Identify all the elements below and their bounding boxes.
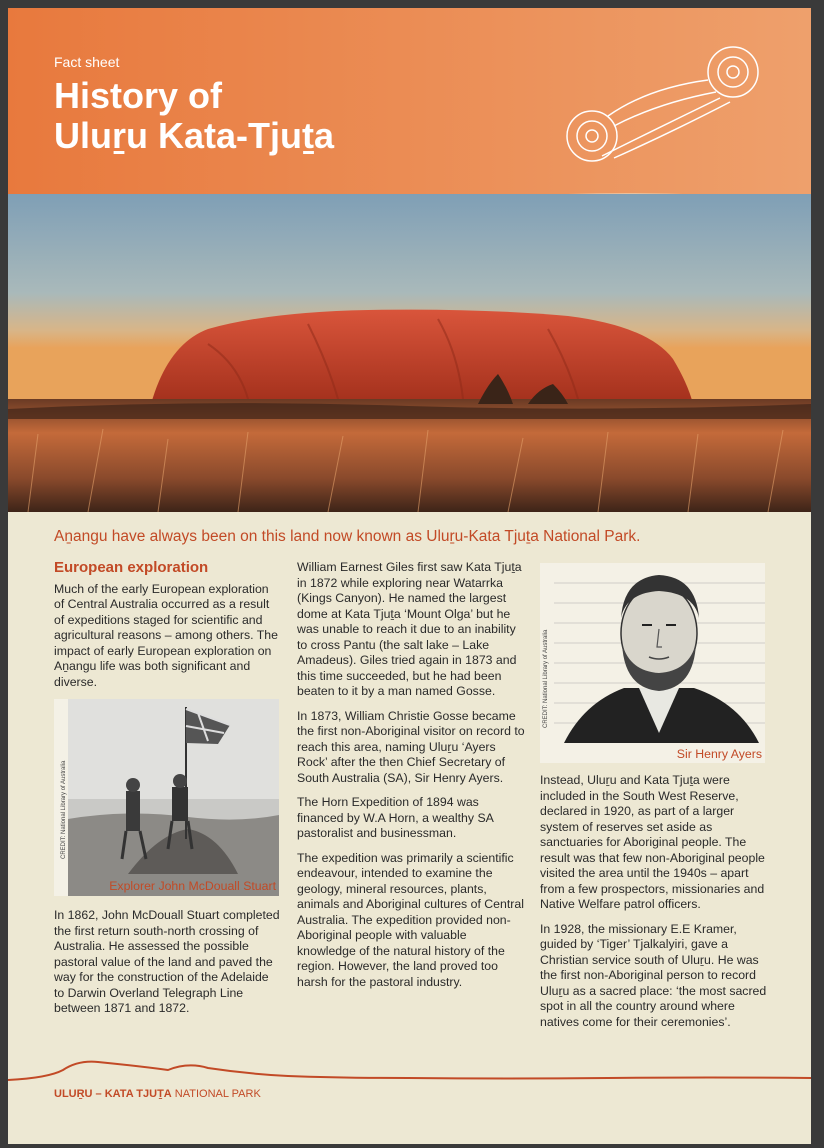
paragraph: William Earnest Giles first saw Kata Tjuṯa in 1872 while exploring near Watarrka (Kings Canyon). He named the largest dome at Kata Tjuṯa ‘Mount Olga’ but he was unable to reach it due to an inability to cross Pantu (the salt lake – Lake Amadeus). Giles tried again in 1873 and this time succeeded, but he had been beaten to it by a man named Gosse. [297,560,522,698]
paragraph: The expedition was primarily a scientific endeavour, intended to examine the geology, mineral resources, plants, animals and Aboriginal cultures of Central Australia. The expedition provided non-Aboriginal people with valuable knowledge of the natural history of the region. However, the land proved too harsh for the pastoral industry. [297,850,524,989]
fact-sheet-page [8,8,811,1144]
header-kicker: Fact sheet [54,54,120,70]
stuart-photo-figure [54,699,279,896]
ayers-portrait-figure [540,563,765,763]
column-1 [54,560,282,1026]
header-banner [8,8,811,213]
title-line-1: History of [54,75,223,116]
photo-caption: Explorer John McDouall Stuart [109,878,276,893]
intro-statement: Aṉangu have always been on this land now known as Uluṟu-Kata Tjuṯa National Park. [54,528,641,545]
park-name: ULUṞU – KATA TJUṮA [54,1088,172,1100]
photo-caption: Sir Henry Ayers [676,747,762,761]
section-heading: European exploration [54,559,209,576]
column-2 [297,560,525,999]
paragraph: Much of the early European exploration of Central Australia occurred as a result of expeditions staged for scientific and agricultural reasons – among others. The impact of early European exploration on Aṉangu life was both significant and diverse. [54,581,278,689]
footer-park-name [54,1088,261,1100]
footer-landscape-line [8,1048,811,1088]
uluru-landscape-photo [8,194,811,512]
paragraph: In 1873, William Christie Gosse became the first non-Aboriginal visitor on record to reach this area, naming Uluṟu ‘Ayers Rock’ after the then Chief Secretary of South Australia (SA), Sir Henry Ayers. [297,708,525,785]
paragraph: In 1862, John McDouall Stuart completed the first return south-north crossing of Australia. He assessed the possible pastoral value of the land and paved the way for the construction of the Adelaide to Darwin Overland Telegraph Line between 1871 and 1872. [54,908,280,1015]
photo-credit: CREDIT: National Library of Australia [61,760,67,859]
column-3 [540,773,768,1039]
paragraph: Instead, Uluṟu and Kata Tjuṯa were included in the South West Reserve, declared in 1920, as part of a larger system of reserves set aside as sanctuaries for Aboriginal people. The result was that few non-Aboriginal people visited the area until the 1940s – apart from a few prospectors, missionaries and Native Welfare patrol officers. [540,773,765,911]
title-line-2: Uluṟu Kata-Tjuṯa [54,115,335,156]
henry-ayers-portrait [554,563,765,743]
paragraph: The Horn Expedition of 1894 was financed by W.A Horn, a wealthy SA pastoralist and businessman. [297,795,494,840]
paragraph: In 1928, the missionary E.E Kramer, guided by ‘Tiger’ Tjalkalyiri, gave a Christian service south of Uluṟu. He was the first non-Aboriginal person to record Uluṟu as a sacred place: ‘the most sacred spot in all the country around where natives come for their ceremonies’. [540,921,767,1029]
page-title [54,76,334,156]
photo-credit: CREDIT: National Library of Australia [543,629,549,728]
park-suffix: NATIONAL PARK [174,1088,261,1100]
stuart-expedition-illustration [68,699,279,896]
